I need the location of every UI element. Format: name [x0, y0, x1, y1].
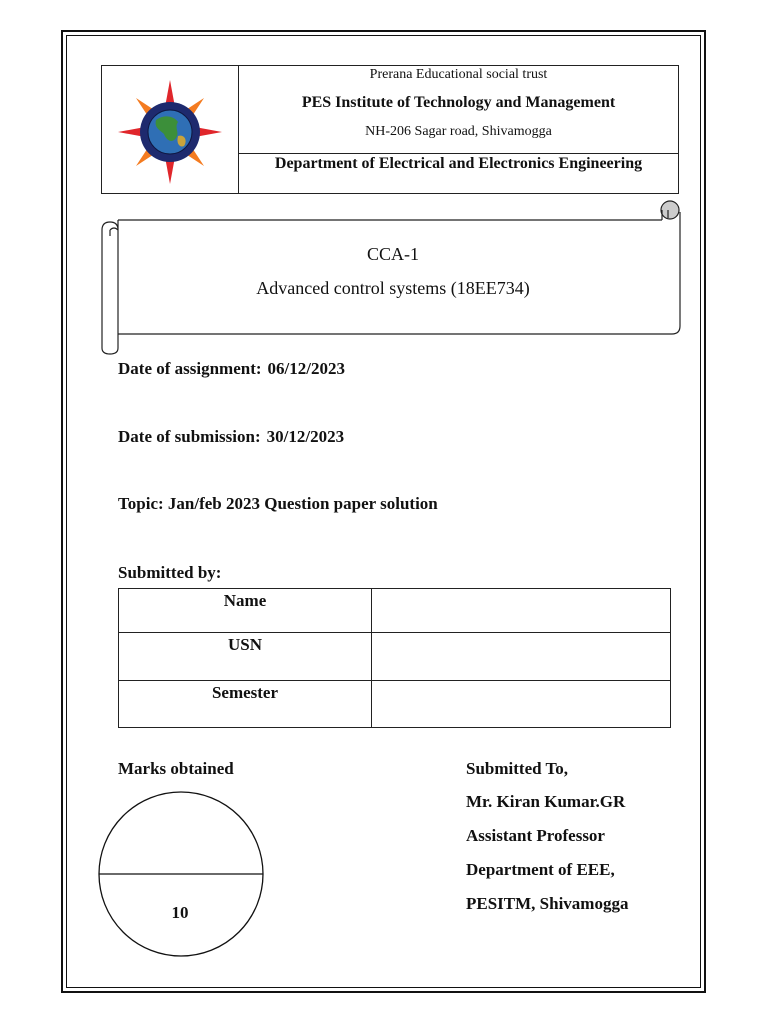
- marks-total: 10: [171, 903, 189, 922]
- faculty-institution: PESITM, Shivamogga: [466, 894, 629, 913]
- course-title: Advanced control systems (18EE734): [256, 278, 530, 298]
- submitted-by-label: Submitted by:: [118, 563, 222, 582]
- trust-name: Prerana Educational social trust: [369, 67, 548, 82]
- logo-cell: [102, 66, 239, 193]
- submitted-to-heading: Submitted To,: [466, 759, 569, 778]
- department-name: Department of Electrical and Electronics Engineering: [274, 155, 643, 172]
- semester-value-cell[interactable]: [372, 681, 671, 728]
- header-divider: [239, 153, 678, 154]
- table-row: [119, 681, 671, 728]
- assignment-date-value: 06/12/2023: [267, 359, 345, 378]
- submission-date-value: 30/12/2023: [266, 427, 345, 446]
- institution-header: [101, 65, 679, 194]
- table-row: [119, 589, 671, 633]
- table-row: [119, 633, 671, 681]
- usn-value-cell[interactable]: [372, 633, 671, 681]
- pes-compass-globe-logo-icon: [117, 80, 223, 184]
- institution-info: [239, 66, 678, 193]
- topic-line: Topic: Jan/feb 2023 Question paper solution: [118, 494, 438, 513]
- name-value-cell[interactable]: [372, 589, 671, 633]
- institute-address: NH-206 Sagar road, Shivamogga: [365, 124, 552, 139]
- faculty-designation: Assistant Professor: [466, 826, 605, 845]
- name-label: Name: [119, 589, 372, 633]
- assignment-date-label: Date of assignment:: [118, 359, 262, 378]
- faculty-department: Department of EEE,: [466, 860, 615, 879]
- submission-date-label: Date of submission:: [118, 427, 261, 446]
- faculty-name: Mr. Kiran Kumar.GR: [466, 792, 626, 811]
- student-details-table: [118, 588, 671, 728]
- usn-label: USN: [119, 633, 372, 681]
- marks-circle: [97, 790, 265, 958]
- scroll-banner: [96, 196, 686, 356]
- assignment-date-line: [118, 359, 345, 379]
- submission-date-line: [118, 427, 344, 447]
- semester-label: Semester: [119, 681, 372, 728]
- institute-name: PES Institute of Technology and Management: [301, 94, 616, 111]
- marks-obtained-label: Marks obtained: [118, 759, 234, 778]
- assessment-title: CCA-1: [366, 244, 419, 264]
